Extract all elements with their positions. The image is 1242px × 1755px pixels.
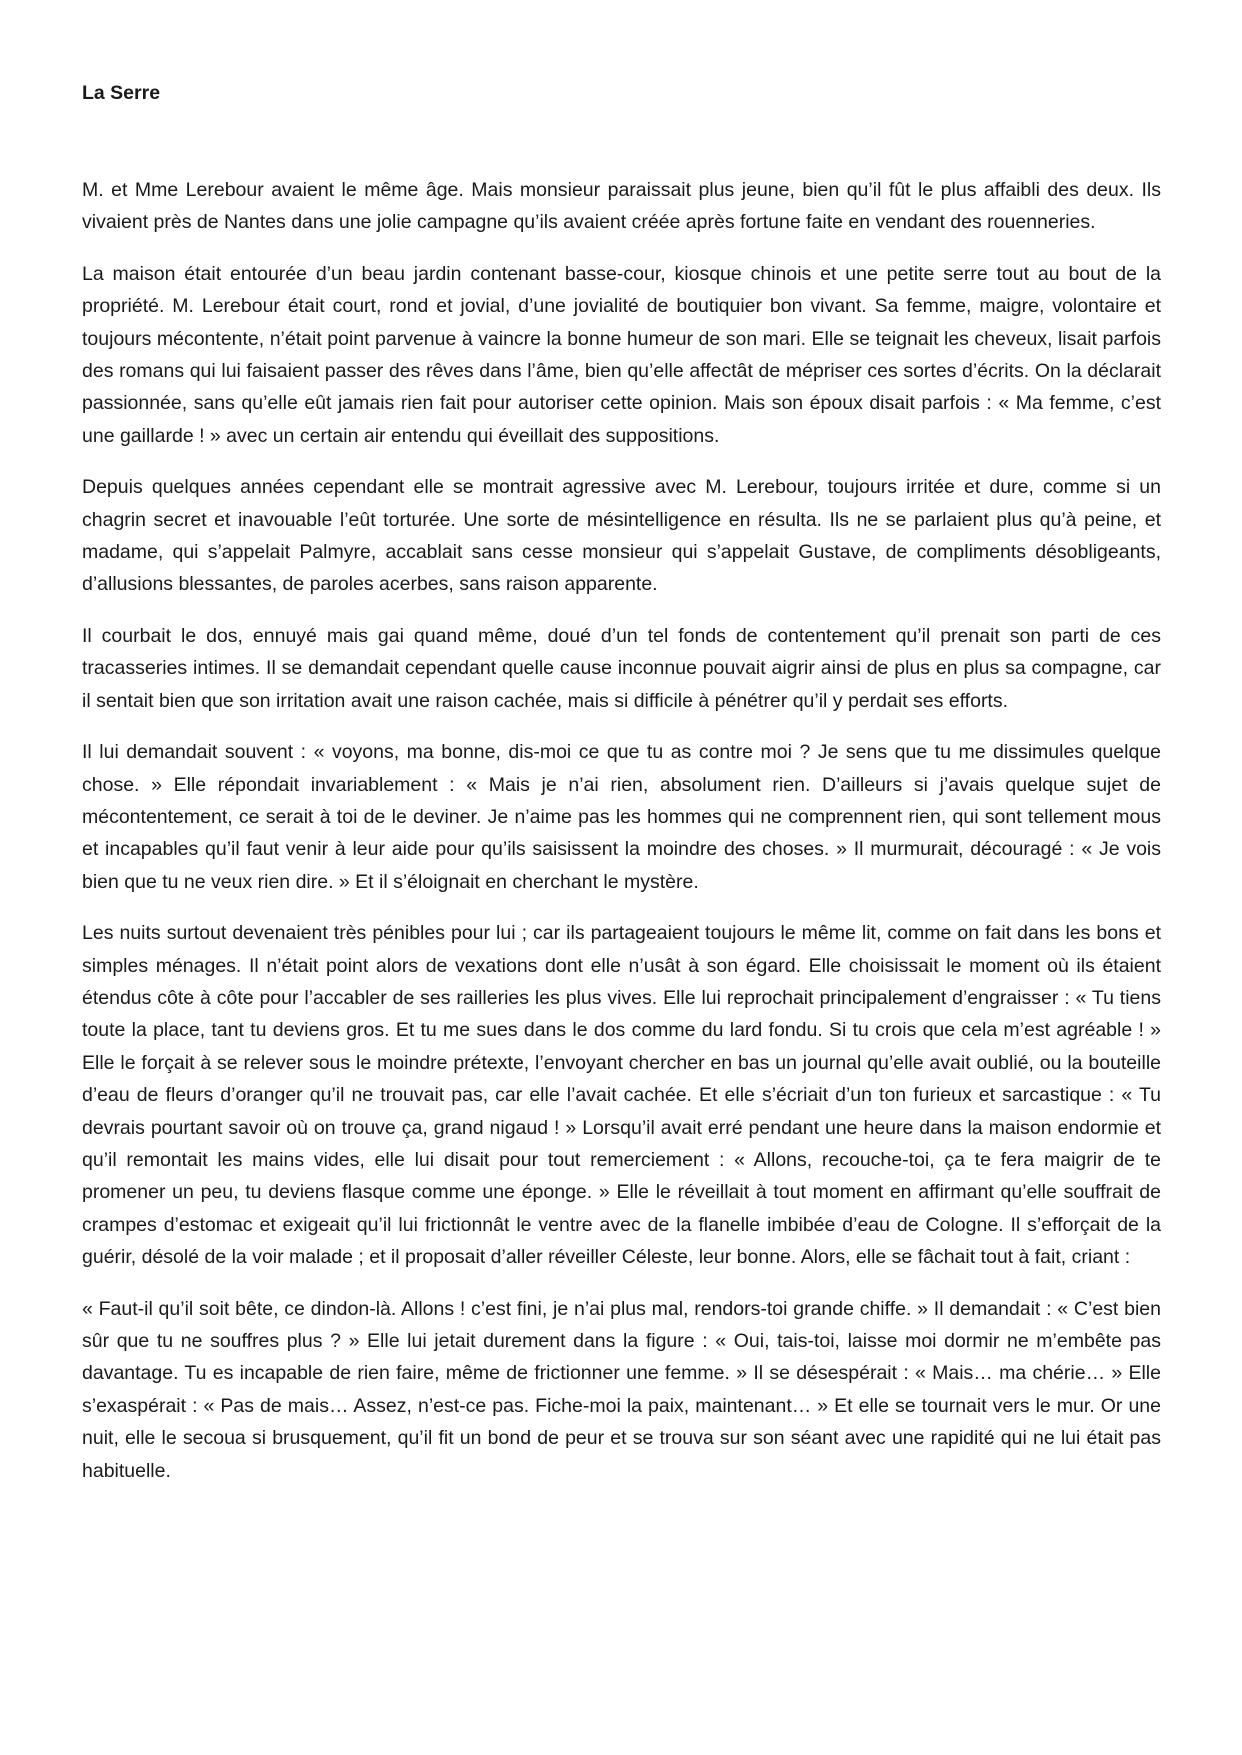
- paragraph: Depuis quelques années cependant elle se montrait agressive avec M. Lerebour, toujours irritée et dure, comme si un chagrin secret et inavouable l’eût torturée. Une sorte de mésintelligence en résulta. Ils ne se parlaient plus qu’à peine, et madame, qui s’appelait Palmyre, accablait sans cesse monsieur qui s’appelait Gustave, de compliments désobligeants, d’allusions blessantes, de paroles acerbes, sans raison apparente.: [82, 476, 1161, 596]
- paragraph: Les nuits surtout devenaient très pénibles pour lui ; car ils partageaient toujours le même lit, comme on fait dans les bons et simples ménages. Il n’était point alors de vexations dont elle n’usât à son égard. Elle choisissait le moment où ils étaient étendus côte à côte pour l’accabler de ses railleries les plus vives. Elle lui reprochait principalement d’engraisser : « Tu tiens toute la place, tant tu deviens gros. Et tu me sues dans le dos comme du lard fondu. Si tu crois que cela m’est agréable ! » Elle le forçait à se relever sous le moindre prétexte, l’envoyant chercher en bas un journal qu’elle avait oublié, ou la bouteille d’eau de fleurs d’oranger qu’il ne trouvait pas, car elle l’avait cachée. Et elle s’écriait d’un ton furieux et sarcastique : « Tu devrais pourtant savoir où on trouve ça, grand nigaud ! » Lorsqu’il avait erré pendant une heure dans la maison endormie et qu’il remontait les mains vides, elle lui disait pour tout remerciement : « Allons, recouche-toi, ça te fera maigrir de te promener un peu, tu deviens flasque comme une éponge. » Elle le réveillait à tout moment en affirmant qu’elle souffrait de crampes d’estomac et exigeait qu’il lui frictionnât le ventre avec de la flanelle imbibée d’eau de Cologne. Il s’efforçait de la guérir, désolé de la voir malade ; et il proposait d’aller réveiller Céleste, leur bonne. Alors, elle se fâchait tout à fait, criant :: [82, 922, 1161, 1269]
- paragraph: La maison était entourée d’un beau jardin contenant basse-cour, kiosque chinois et une petite serre tout au bout de la propriété. M. Lerebour était court, rond et jovial, d’une jovialité de boutiquier bon vivant. Sa femme, maigre, volontaire et toujours mécontente, n’était point parvenue à vaincre la bonne humeur de son mari. Elle se teignait les cheveux, lisait parfois des romans qui lui faisaient passer des rêves dans l’âme, bien qu’elle affectât de mépriser ces sortes d’écrits. On la déclarait passionnée, sans qu’elle eût jamais rien fait pour autoriser cette opinion. Mais son époux disait parfois : « Ma femme, c’est une gaillarde ! » avec un certain air entendu qui éveillait des suppositions.: [82, 262, 1161, 447]
- paragraph: M. et Mme Lerebour avaient le même âge. Mais monsieur paraissait plus jeune, bien qu’il fût le plus affaibli des deux. Ils vivaient près de Nantes dans une jolie campagne qu’ils avaient créée après fortune faite en vendant des rouenneries.: [82, 179, 1161, 234]
- paragraph: Il lui demandait souvent : « voyons, ma bonne, dis-moi ce que tu as contre moi ? Je sens que tu me dissimules quelque chose. » Elle répondait invariablement : « Mais je n’ai rien, absolument rien. D’ailleurs si j’avais quelque sujet de mécontentement, ce serait à toi de le deviner. Je n’aime pas les hommes qui ne comprennent rien, qui sont tellement mous et incapables qu’il faut venir à leur aide pour qu’ils saisissent la moindre des choses. » Il murmurait, découragé : « Je vois bien que tu ne veux rien dire. » Et il s’éloignait en cherchant le mystère.: [82, 741, 1161, 893]
- paragraph: Il courbait le dos, ennuyé mais gai quand même, doué d’un tel fonds de contentement qu’il prenait son parti de ces tracasseries intimes. Il se demandait cependant quelle cause inconnue pouvait aigrir ainsi de plus en plus sa compagne, car il sentait bien que son irritation avait une raison cachée, mais si difficile à pénétrer qu’il y perdait ses efforts.: [82, 624, 1161, 712]
- document-title: La Serre: [82, 82, 161, 104]
- document-page: [82, 80, 1161, 1506]
- paragraph: « Faut-il qu’il soit bête, ce dindon-là. Allons ! c’est fini, je n’ai plus mal, rendors-toi grande chiffe. » Il demandait : « C’est bien sûr que tu ne souffres plus ? » Elle lui jetait durement dans la figure : « Oui, tais-toi, laisse moi dormir ne m’embête pas davantage. Tu es incapable de rien faire, même de frictionner une femme. » Il se désespérait : « Mais… ma chérie… » Elle s’exaspérait : « Pas de mais… Assez, n’est-ce pas. Fiche-moi la paix, maintenant… » Et elle se tournait vers le mur. Or une nuit, elle le secoua si brusquement, qu’il fit un bond de peur et se trouva sur son séant avec une rapidité qui ne lui était pas habituelle.: [82, 1297, 1161, 1482]
- document-body: [82, 174, 1161, 1487]
